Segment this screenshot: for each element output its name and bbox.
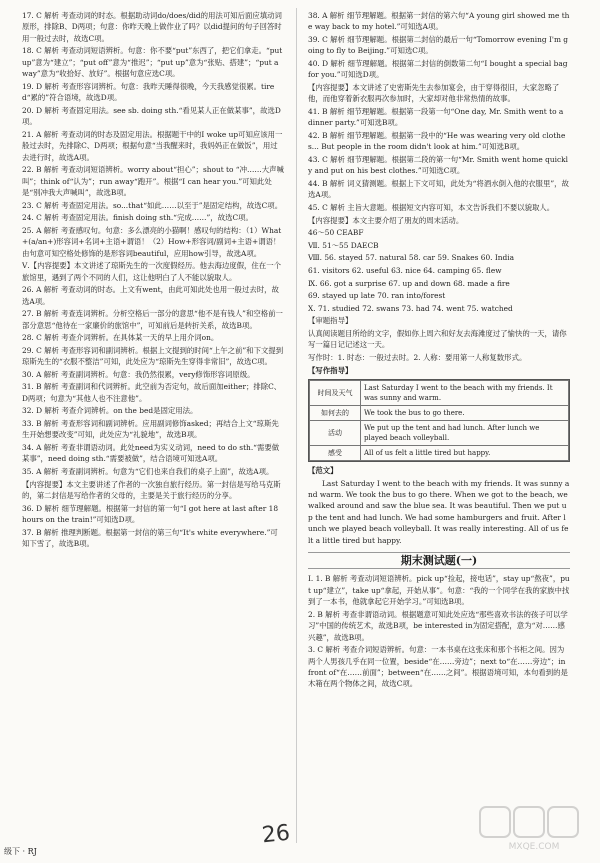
answer-item: 39. C 解析 细节理解题。根据第二封信的最后一句“Tomorrow evening I'm going to fly to Beijing.”可知选C项。 (308, 35, 569, 56)
section-title: 期末测试题(一) (308, 552, 570, 569)
answer-item: 28. C 解析 考查介词辨析。在具体某一天的早上用介词on。 (22, 333, 219, 343)
answer-item: 认真阅读题目所给的文字，假如你上周六和好友去海滩度过了愉快的一天，请你写一篇日记记述这一天。 (308, 328, 567, 350)
answer-item: 41. B 解析 细节理解题。根据第一段第一句“One day, Mr. Smith went to a dinner party.”可知选B项。 (308, 107, 564, 128)
final-test-answers (308, 573, 570, 689)
answer-item: 30. A 解析 考查副词辨析。句意：我仍然很累，very修饰形容词原级。 (22, 369, 255, 379)
answer-item: 【审题指导】 (308, 316, 353, 326)
writing-table-value: All of us felt a little tired but happy. (361, 445, 569, 460)
answer-item: Ⅷ. 56. stayed 57. natural 58. car 59. Snakes 60. India (308, 253, 515, 263)
answer-item: 18. C 解析 考查动词短语辨析。句意：你不要“put”东西了，把它们拿走。“put up”意为“建立”；“put off”意为“推迟”；“put up”意为“张贴、搭建”；“put away”意为“收拾好、放好”。根据句意应选C项。 (22, 46, 283, 79)
writing-table-value: Last Saturday I went to the beach with my friends. It was sunny and warm. (361, 380, 569, 405)
writing-table-key: 如何去的 (310, 405, 361, 420)
writing-table-row (310, 380, 569, 405)
writing-table-key: 感受 (310, 445, 361, 460)
answer-item: 2. B 解析 考查非谓语动词。根据题意可知此处应选“那些喜欢书法的孩子可以学习”中国的传统艺术，故选B项，be interested in为固定搭配，意为“对……感兴趣”，故选B项。 (308, 609, 568, 642)
answer-item: 26. A 解析 考查动词的时态。上文有went，由此可知此处也用一般过去时，故选A项。 (22, 285, 279, 306)
answer-item: 46～50 CEABF (308, 228, 364, 238)
answer-item: 40. D 解析 细节理解题。根据第二封信的倒数第二句“I bought a special bag for you.”可知选D项。 (308, 59, 568, 80)
answer-item: 20. D 解析 考查固定用法。see sb. doing sth.“看见某人正在做某事”，故选D项。 (22, 105, 281, 127)
writing-table-row (310, 405, 569, 420)
writing-table-value: We put up the tent and had lunch. After lunch we played beach volleyball. (361, 420, 569, 445)
answer-item: 43. C 解析 细节理解题。根据第二段的第一句“Mr. Smith went home quickly and put on his best clothes.”可知选C项。 (308, 155, 568, 176)
answer-item: 27. B 解析 考查连词辨析。分析空格后一部分的意思“他不是有钱人”和空格前一部分意思“他待在一家廉价的旅馆中”，可知前后是转折关系，故选B项。 (22, 309, 283, 330)
answer-item: 【内容提要】本文主要讲述了作者的一次独自旅行经历。第一封信是写给马克斯的，第二封信是写给作者的父母的，主要是关于旅行经历的分享。 (22, 479, 281, 500)
answer-item: Ⅴ.【内容提要】本文讲述了琼斯先生的一次度假经历。他去海边度假，住在一个旅馆里，遇到了两个不同的人们，这让他明白了人不能以貌取人。 (22, 261, 281, 282)
handwritten-page-number: 26 (260, 820, 292, 849)
answer-item: 32. D 解析 考查介词辨析。on the bed是固定用法。 (22, 406, 198, 416)
writing-table-key: 活动 (310, 420, 361, 445)
sample-essay: Last Saturday I went to the beach with my friends. It was sunny and warm. We took the bus to go there. When we got to the beach, we walked around and saw the blue sea. It was beautiful. Then we put up the tent and had lunch. We had some hamburgers and fruit. After lunch we played beach volleyball. It was really interesting. All of us felt a little tired but happy. (308, 478, 570, 545)
answer-item: Ⅸ. 66. got a surprise 67. up and down 68. made a fire (308, 278, 510, 288)
svg-text:MXQE.COM: MXQE.COM (508, 842, 560, 852)
answer-item: 21. A 解析 考查动词的时态及固定用法。根据题干中的I woke up可知应该用一般过去时，先排除C、D两项；根据句意“当我醒来时，我妈妈正在做饭”，用过去进行时，故选A项。 (22, 129, 283, 162)
answer-item: 31. B 解析 考查副词和代词辨析。此空前为否定句，故后面加either；排除C、D两项；句意为“其他人也不注意他”。 (22, 382, 282, 403)
answer-item: 3. C 解析 考查介词短语辨析。句意：一本书桌在这张床和那个书柜之间。因为两个人男孩几乎在同一位置，beside“在……旁边”；next to“在……旁边”；in front of“在……前面”；between“在……之间”。根据语境可知，本句看到的是木箱在两个物体之间，故选C项。 (308, 645, 568, 689)
answer-item: 38. A 解析 细节理解题。根据第一封信的第六句“A young girl showed me the way back to my hotel.”可知选A项。 (308, 11, 570, 32)
answer-item: 17. C 解析 考查动词的时态。根据助动词do/does/did的用法可知后面应填动词原形，排除B、D两项；句意：你昨天晚上做作业了吗？以did提问的句子回答时用一般过去时，故选C项。 (22, 11, 282, 43)
writing-table-value: We took the bus to go there. (361, 405, 569, 420)
answer-item: 69. stayed up late 70. ran into/forest (308, 291, 446, 301)
answer-item: 35. A 解析 考查副词辨析。句意为“它们也来自我们的桌子上面”，故选A项。 (22, 467, 274, 476)
answer-item: 36. D 解析 细节理解题。根据第一封信的第一句“I got here at last after 18 hours on the train!”可知选D项。 (22, 503, 279, 524)
answer-item: 34. A 解析 考查非谓语动词。此处need为实义动词，need to do sth.“需要做某事”，need doing sth.“需要被做”，结合语境可知选A项。 (22, 443, 280, 464)
answer-item: 29. C 解析 考查形容词和副词辨析。根据上文提到的时间“上午之前”和下文提到琼斯先生的“衣服不整洁”可知，此处应为“琼斯先生穿得非常旧”，故选C项。 (22, 345, 284, 367)
answer-item: 【内容提要】本文讲述了史密斯先生去参加宴会，由于穿得很旧，大家忽略了他，而他穿着新衣服再次参加时，大家却对他非常热情的故事。 (308, 83, 560, 104)
answer-item: 写作时：1. 时态：一般过去时。2. 人称：要用第一人称复数形式。 (308, 352, 527, 362)
writing-table-row (310, 420, 569, 445)
answer-item: 42. B 解析 细节理解题。根据第一段中的“He was wearing very old clothes... But people in the room didn't look at him.”可知选B项。 (308, 131, 566, 152)
answer-item: 45. C 解析 主旨大意题。根据短文内容可知，本文告诉我们不要以貌取人。 (308, 203, 555, 212)
answer-item: 61. visitors 62. useful 63. nice 64. camping 65. flew (308, 265, 502, 275)
footer-label: 级下 · RJ (4, 847, 37, 856)
answer-item: 【内容提要】本文主要介绍了朋友的周末活动。 (308, 215, 464, 225)
answer-list-right (308, 10, 570, 363)
answer-item: 22. B 解析 考查动词短语辨析。worry about“担心”；shout to “冲……大声喊叫”；think of“认为”；run away“跑开”。根据“I can hear you.”可知此处是“别冲我大声喊叫”，故选B项。 (22, 165, 284, 198)
writing-guide-title: 【写作指导】 (308, 365, 353, 375)
answer-item: 37. B 解析 推理判断题。根据第一封信的第三句“It's white everywhere.”可知下雪了，故选B项。 (22, 527, 278, 548)
right-column (308, 10, 570, 691)
writing-table-key: 时间及天气 (310, 380, 361, 405)
writing-table-row (310, 445, 569, 460)
answer-item: 24. C 解析 考查固定用法。finish doing sth.“完成……”，故选C项。 (22, 213, 253, 223)
answer-item: 23. C 解析 考查固定用法。so...that“如此……以至于”是固定结构，故选C项。 (22, 200, 283, 210)
column-divider (296, 8, 297, 843)
answer-item: 19. D 解析 考查形容词辨析。句意：我昨天睡得很晚，今天我感觉很累。tired“累的”符合语境，故选D项。 (22, 81, 275, 103)
answer-item: 25. A 解析 考查感叹句。句意：多么漂亮的小猫啊！感叹句的结构：（1）What+(a/an+)形容词+名词+主语+谓语！（2）How+形容词/副词+主语+谓语！由句意可知空格处修饰的是形容词beautiful，应用how引导，故选A项。 (22, 225, 282, 258)
answer-item: Ⅶ. 51～55 DAECB (308, 240, 379, 250)
writing-guide-table (308, 379, 570, 462)
sample-title: 【范文】 (308, 465, 338, 475)
left-column (22, 10, 284, 551)
answer-item: 44. B 解析 词义猜测题。根据上下文可知，此处为“将酒水倒入他的衣服里”，故选A项。 (308, 179, 569, 200)
answer-item: Ⅹ. 71. studied 72. swans 73. had 74. went 75. watched (308, 303, 513, 313)
answer-item: 33. B 解析 考查形容词和副词辨析。应用副词修饰asked；再结合上文“琼斯先生开始想要改变”可知，此处应为“礼貌地”，故选B项。 (22, 419, 279, 440)
answer-item: Ⅰ. 1. B 解析 考查动词短语辨析。pick up“捡起，接电话”，stay up“熬夜”，put up“建立”，take up“拿起，开始从事”。句意：“我的一个同学在我的家族中找到了一本书，他就拿起它开始学习。”可知选B项。 (308, 574, 570, 607)
watermark-logo (478, 803, 590, 853)
